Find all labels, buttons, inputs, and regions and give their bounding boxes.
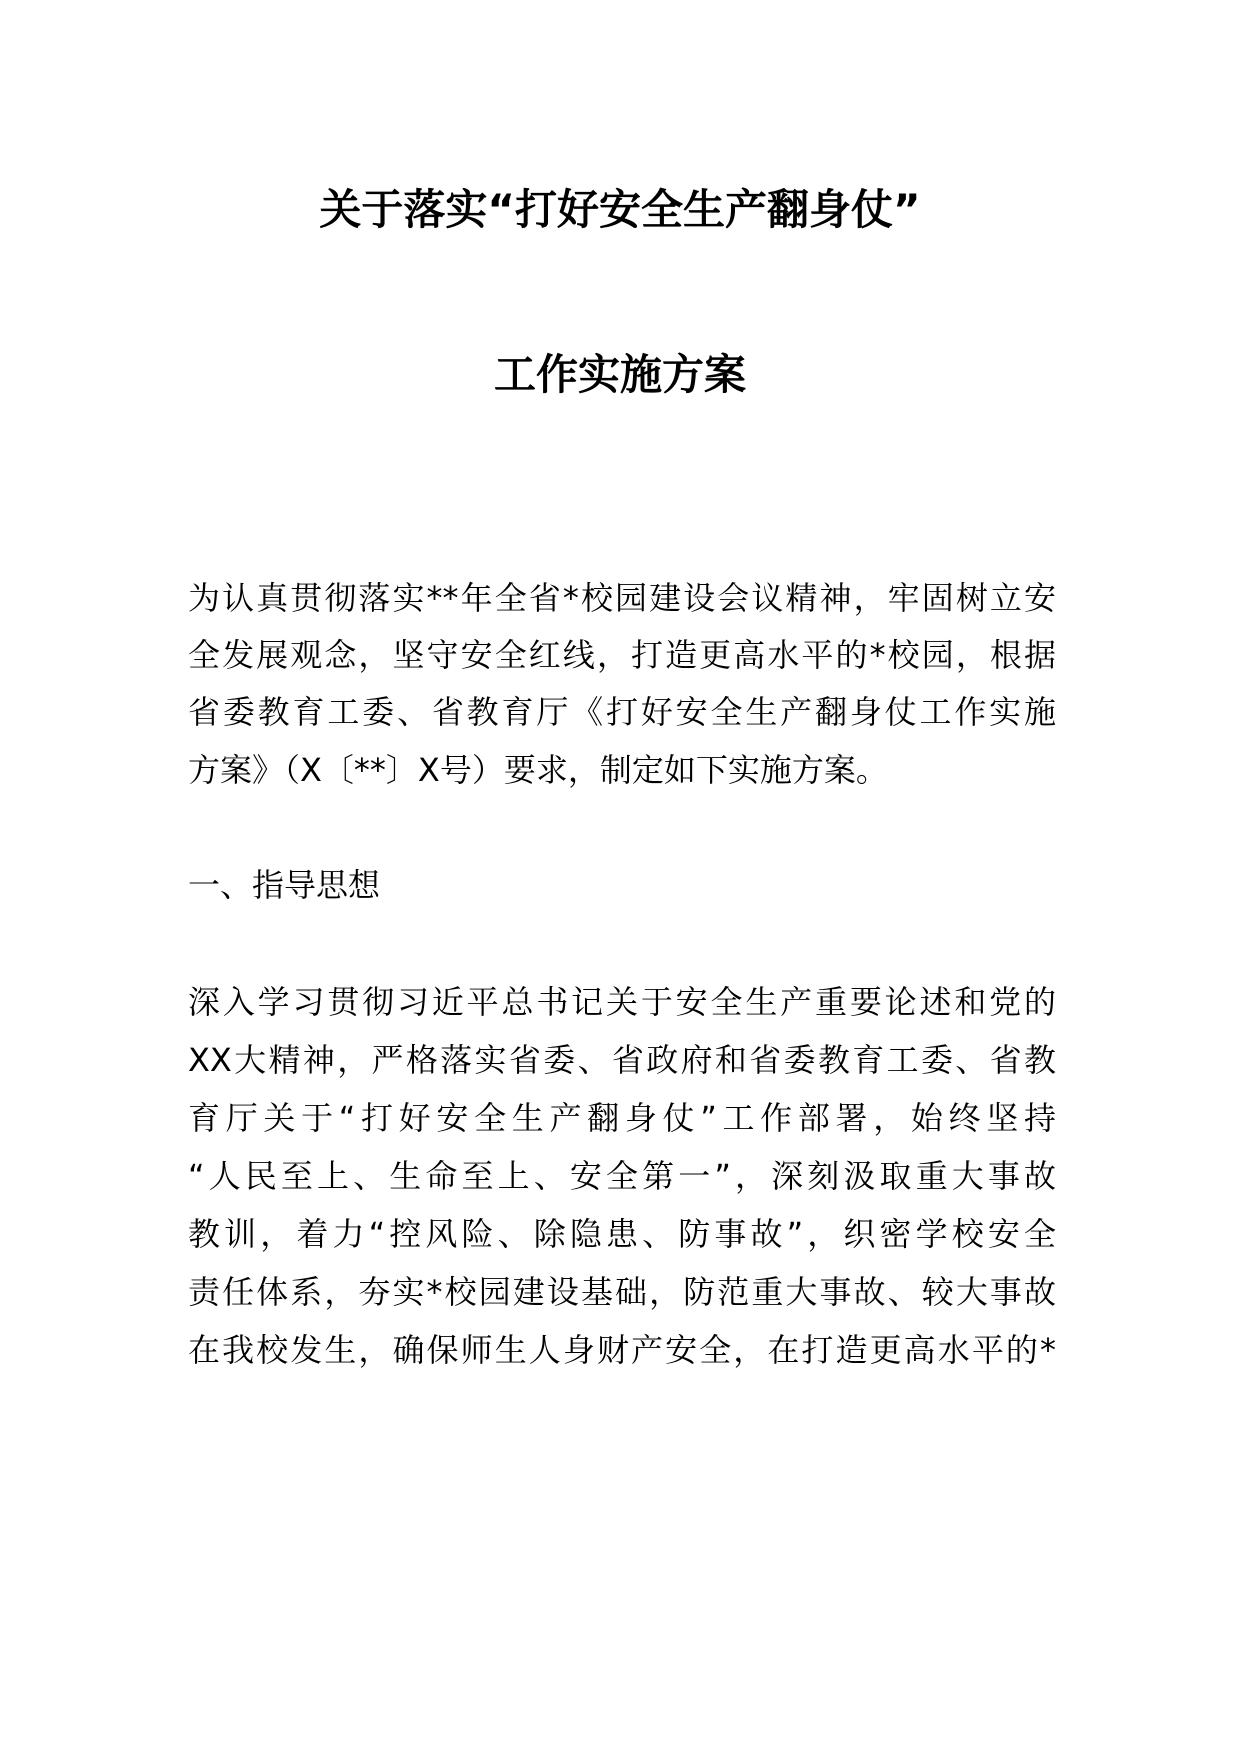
document-title-line-1: 关于落实“打好安全生产翻身仗”	[319, 185, 921, 234]
section1-line: 育厅关于“打好安全生产翻身仗”工作部署，始终坚持	[188, 1099, 1056, 1137]
intro-line: 全发展观念，坚守安全红线，打造更高水平的*校园，根据	[188, 636, 1056, 674]
section1-line: 责任体系，夯实*校园建设基础，防范重大事故、较大事故	[188, 1273, 1056, 1311]
section1-line: XX大精神，严格落实省委、省政府和省委教育工委、省教	[188, 1041, 1056, 1079]
section1-line: 教训，着力“控风险、除隐患、防事故”，织密学校安全	[188, 1215, 1056, 1253]
document-title-line-2: 工作实施方案	[493, 350, 746, 399]
intro-line: 省委教育工委、省教育厅《打好安全生产翻身仗工作实施	[188, 693, 1056, 731]
section1-line: 在我校发生，确保师生人身财产安全，在打造更高水平的*	[188, 1331, 1056, 1369]
section1-line: 深入学习贯彻习近平总书记关于安全生产重要论述和党的	[188, 983, 1056, 1021]
intro-line: 为认真贯彻落实**年全省*校园建设会议精神，牢固树立安	[188, 579, 1056, 617]
section-heading: 一、指导思想	[188, 866, 381, 904]
intro-line: 方案》（X〔**〕X号）要求，制定如下实施方案。	[188, 751, 888, 789]
section1-line: “人民至上、生命至上、安全第一”，深刻汲取重大事故	[188, 1157, 1056, 1195]
